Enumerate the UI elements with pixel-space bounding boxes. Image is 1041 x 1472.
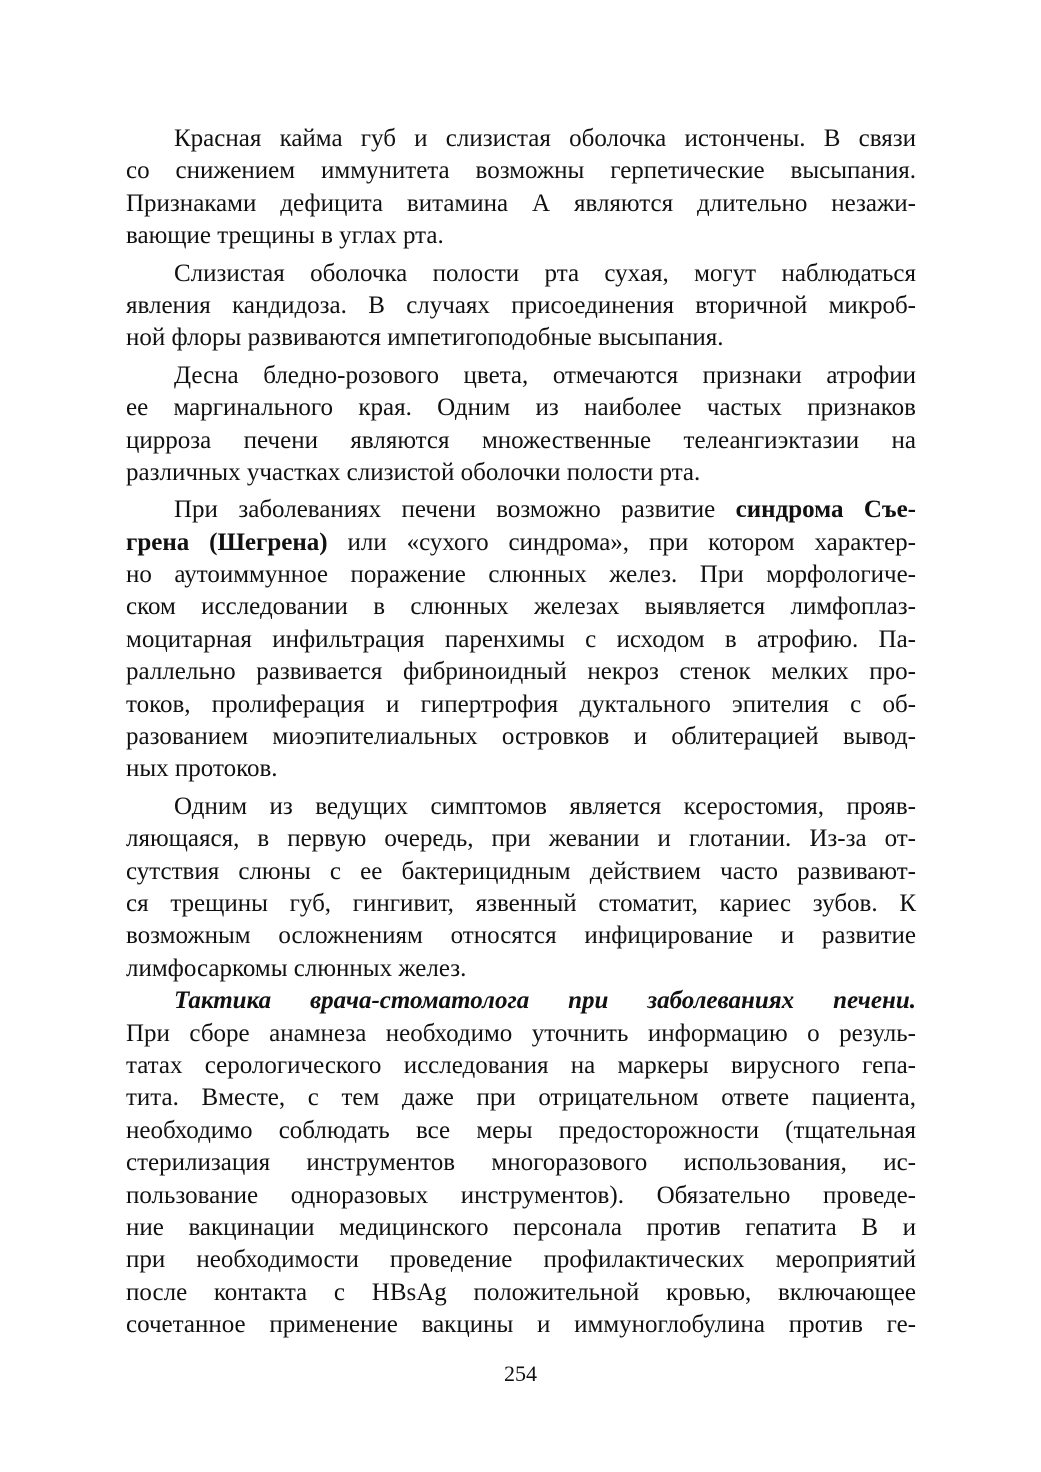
text-line: стерилизация инструментов многоразового использования, ис- xyxy=(126,1149,916,1177)
text-line: сутствия слюны с ее бактерицидным действием часто развивают- xyxy=(126,857,916,885)
text-line: Признаками дефицита витамина А являются длительно незажи- xyxy=(126,189,916,217)
page-number: 254 xyxy=(504,1361,537,1386)
text-line: моцитарная инфильтрация паренхимы с исходом в атрофию. Па- xyxy=(126,625,916,653)
page-body xyxy=(126,123,916,1341)
text-line: ных протоков. xyxy=(126,755,278,783)
text-line: сочетанное применение вакцины и иммуноглобулина против ге- xyxy=(126,1311,916,1339)
text-line: ее маргинального края. Одним из наиболее частых признаков xyxy=(126,394,916,422)
paragraph xyxy=(126,791,916,985)
text-line xyxy=(126,494,916,526)
text-line: ляющаяся, в первую очередь, при жевании и глотании. Из-за от- xyxy=(126,825,916,853)
paragraph xyxy=(126,258,916,355)
text-line: ние вакцинации медицинского персонала против гепатита В и xyxy=(126,1213,916,1241)
text-line: пользование одноразовых инструментов). Обязательно проведе- xyxy=(126,1181,916,1209)
text-line: ся трещины губ, гингивит, язвенный стоматит, кариес зубов. К xyxy=(126,889,916,917)
text-line: разованием миоэпителиальных островков и облитерацией вывод- xyxy=(126,723,916,751)
text-line: раллельно развивается фибриноидный некроз стенок мелких про- xyxy=(126,658,916,686)
section-heading: Тактика врача-стоматолога при заболеваниях печени. xyxy=(174,987,916,1015)
text-line: со снижением иммунитета возможны герпетические высыпания. xyxy=(126,157,916,185)
text-line xyxy=(126,527,916,559)
term-bold: синдрома Съе- xyxy=(735,496,916,524)
term-bold: грена (Шегрена) xyxy=(126,528,328,556)
text-line: татах серологического исследования на маркеры вирусного гепа- xyxy=(126,1051,916,1079)
text-line: при необходимости проведение профилактических мероприятий xyxy=(126,1246,916,1274)
paragraph xyxy=(126,123,916,253)
text-line: различных участках слизистой оболочки полости рта. xyxy=(126,458,701,486)
paragraph xyxy=(126,985,916,1341)
text-line: токов, пролиферация и гипертрофия дуктального эпителия с об- xyxy=(126,690,916,718)
text-line: лимфосаркомы слюнных желез. xyxy=(126,954,467,982)
paragraph xyxy=(126,494,916,786)
text-line: вающие трещины в углах рта. xyxy=(126,222,444,250)
text-line: тита. Вместе, с тем даже при отрицательном ответе пациента, xyxy=(126,1084,916,1112)
text-line: Красная кайма губ и слизистая оболочка истончены. В связи xyxy=(174,125,916,152)
text-run: или «сухого синдрома», при котором характер- xyxy=(327,528,916,556)
text-line: после контакта с HBsAg положительной кровью, включающее xyxy=(126,1278,916,1306)
text-line: ной флоры развиваются импетигоподобные высыпания. xyxy=(126,324,724,352)
text-line: При сборе анамнеза необходимо уточнить информацию о резуль- xyxy=(126,1019,916,1047)
text-line: Одним из ведущих симптомов является ксеростомия, прояв- xyxy=(174,792,916,820)
text-run: При заболеваниях печени возможно развитие xyxy=(174,496,736,524)
text-line: Слизистая оболочка полости рта сухая, могут наблюдаться xyxy=(174,259,916,287)
text-line: ском исследовании в слюнных железах выявляется лимфоплаз- xyxy=(126,593,916,621)
text-line: необходимо соблюдать все меры предосторожности (тщательная xyxy=(126,1116,916,1144)
text-line: цирроза печени являются множественные телеангиэктазии на xyxy=(126,426,916,454)
text-line: Десна бледно-розового цвета, отмечаются признаки атрофии xyxy=(174,361,916,389)
paragraph xyxy=(126,360,916,490)
text-line: явления кандидоза. В случаях присоединения вторичной микроб- xyxy=(126,291,916,319)
text-line: но аутоиммунное поражение слюнных желез. При морфологиче- xyxy=(126,561,916,589)
text-line: возможным осложнениям относятся инфицирование и развитие xyxy=(126,922,916,950)
